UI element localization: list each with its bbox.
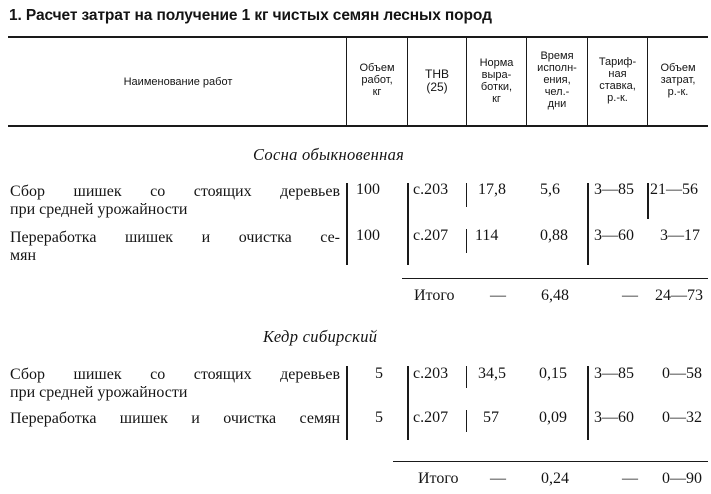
- total-cost: 0—90: [662, 470, 702, 487]
- section-title-cedar: Кедр сибирский: [263, 327, 378, 346]
- work-line-1: Сбор шишек со стоящих деревьев: [10, 183, 340, 200]
- cell-time: 0,15: [539, 365, 567, 382]
- header-tnv: [408, 68, 466, 94]
- cell-norm: 34,5: [478, 365, 506, 382]
- row-sep: [647, 183, 649, 219]
- header-volume-l3: кг: [372, 86, 382, 98]
- section-title-pine: Сосна обыкновенная: [253, 145, 405, 164]
- header-norm-l1: Норма: [479, 57, 514, 69]
- header-name: [10, 76, 346, 88]
- header-norm: [467, 57, 526, 105]
- total-rule: [393, 461, 708, 462]
- cell-tariff: 3—85: [594, 365, 634, 382]
- cell-cost: 21—56: [650, 181, 698, 198]
- cell-tariff: 3—60: [594, 227, 634, 244]
- total-time: 6,48: [541, 287, 569, 304]
- header-volume-l1: Объем: [359, 62, 395, 74]
- row-sep: [587, 183, 589, 265]
- header-time-l5: дни: [547, 98, 567, 110]
- header-volume-l2: работ,: [361, 74, 393, 86]
- work-line-2: мян: [10, 247, 37, 264]
- total-label: Итого: [418, 470, 459, 487]
- total-tariff: —: [622, 287, 638, 304]
- total-rule: [402, 278, 708, 279]
- cell-volume: 100: [356, 181, 380, 198]
- cell-tnv: с.207: [413, 227, 449, 244]
- cell-norm: 17,8: [478, 181, 506, 198]
- header-top-rule: [8, 36, 708, 38]
- header-bottom-rule: [8, 125, 708, 127]
- table-row-work: [10, 183, 340, 219]
- header-cost-l1: Объем: [660, 62, 696, 74]
- cell-volume: 5: [375, 365, 383, 382]
- header-tnv-l2: (25): [426, 80, 448, 94]
- header-cost-l3: р.-к.: [667, 86, 689, 98]
- cell-tariff: 3—60: [594, 409, 634, 426]
- row-sep: [346, 183, 348, 265]
- row-sep: [466, 183, 467, 207]
- header-cost-l2: затрат,: [660, 74, 696, 86]
- header-time-l1: Время: [540, 50, 574, 62]
- header-norm-l4: кг: [492, 93, 501, 105]
- cell-time: 0,09: [539, 409, 567, 426]
- total-cost: 24—73: [655, 287, 703, 304]
- cell-tariff: 3—85: [594, 181, 634, 198]
- total-label: Итого: [414, 287, 455, 304]
- table-row-work: [10, 229, 340, 265]
- row-sep: [466, 410, 467, 432]
- row-sep: [587, 366, 589, 440]
- header-time-l4: чел.-: [544, 86, 570, 98]
- total-time: 0,24: [541, 470, 569, 487]
- cell-time: 5,6: [540, 181, 560, 198]
- work-line-2: при средней урожайности: [10, 201, 188, 218]
- work-line-1: Переработка шишек и очистка семян: [10, 410, 340, 427]
- header-tariff-l4: р.-к.: [607, 92, 628, 104]
- table-title: 1. Расчет затрат на получение 1 кг чистых семян лесных пород: [9, 7, 492, 24]
- table-row-work: [10, 366, 340, 402]
- cell-cost: 0—58: [662, 365, 702, 382]
- header-tariff-l2: ная: [608, 68, 627, 80]
- header-norm-l2: выра-: [481, 69, 512, 81]
- total-tariff: —: [622, 470, 638, 487]
- cell-tnv: с.203: [413, 181, 449, 198]
- header-tariff: [588, 56, 647, 104]
- table-row-work: [10, 410, 340, 428]
- header-time: [527, 50, 587, 110]
- row-sep: [407, 366, 409, 440]
- row-sep: [407, 183, 409, 265]
- header-time-l3: ения,: [543, 74, 571, 86]
- row-sep: [466, 366, 467, 388]
- work-line-1: Переработка шишек и очистка се-: [10, 229, 340, 246]
- cell-volume: 5: [375, 409, 383, 426]
- cell-tnv: с.207: [413, 409, 449, 426]
- total-norm: —: [490, 470, 506, 487]
- header-time-l2: исполн-: [537, 62, 577, 74]
- cell-norm: 57: [483, 409, 499, 426]
- header-name-text: Наименование работ: [123, 76, 233, 88]
- header-tariff-l1: Тариф-: [598, 56, 637, 68]
- work-line-1: Сбор шишек со стоящих деревьев: [10, 366, 340, 383]
- header-norm-l3: ботки,: [480, 81, 513, 93]
- cell-time: 0,88: [540, 227, 568, 244]
- work-line-2: при средней урожайности: [10, 384, 188, 401]
- header-tnv-l1: ТНВ: [425, 67, 449, 81]
- row-sep: [346, 366, 348, 440]
- total-norm: —: [490, 287, 506, 304]
- cell-tnv: с.203: [413, 365, 449, 382]
- header-tariff-l3: ставка,: [599, 80, 636, 92]
- header-volume: [347, 62, 407, 98]
- cell-norm: 114: [475, 227, 499, 244]
- row-sep: [466, 229, 467, 253]
- cell-volume: 100: [356, 227, 380, 244]
- cell-cost: 3—17: [660, 227, 700, 244]
- header-cost: [648, 62, 708, 98]
- cell-cost: 0—32: [662, 409, 702, 426]
